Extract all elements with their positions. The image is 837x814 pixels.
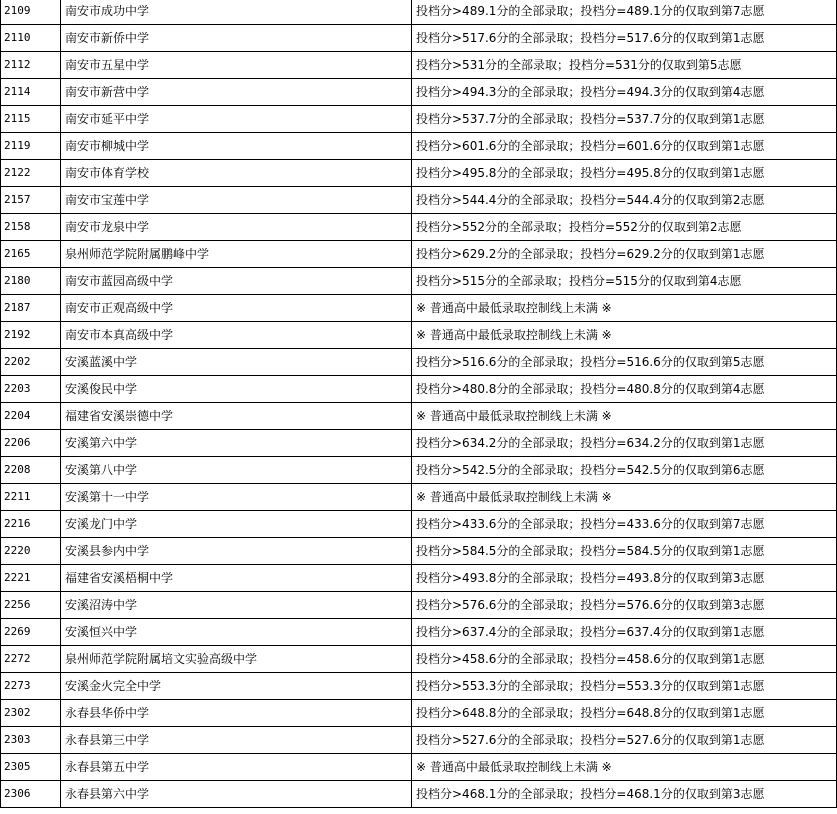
school-code-cell: 2158 (1, 214, 61, 241)
school-name-cell: 福建省安溪梧桐中学 (61, 565, 412, 592)
school-code-cell: 2112 (1, 52, 61, 79)
admission-rule-cell: 投档分>552分的全部录取；投档分=552分的仅取到第2志愿 (412, 214, 837, 241)
table-row (1, 295, 837, 322)
school-code-cell: 2119 (1, 133, 61, 160)
admission-rule-cell: 投档分>648.8分的全部录取；投档分=648.8分的仅取到第1志愿 (412, 700, 837, 727)
admission-rule-cell: 投档分>433.6分的全部录取；投档分=433.6分的仅取到第7志愿 (412, 511, 837, 538)
school-name-cell: 南安市本真高级中学 (61, 322, 412, 349)
table-row (1, 511, 837, 538)
admission-rule-cell: ※ 普通高中最低录取控制线上未满 ※ (412, 403, 837, 430)
school-name-cell: 安溪县参内中学 (61, 538, 412, 565)
school-code-cell: 2192 (1, 322, 61, 349)
table-row (1, 79, 837, 106)
table-row (1, 376, 837, 403)
admission-rule-cell: 投档分>576.6分的全部录取；投档分=576.6分的仅取到第3志愿 (412, 592, 837, 619)
table-row (1, 214, 837, 241)
school-code-cell: 2256 (1, 592, 61, 619)
table-row (1, 619, 837, 646)
admission-rule-cell: 投档分>542.5分的全部录取；投档分=542.5分的仅取到第6志愿 (412, 457, 837, 484)
table-body (1, 0, 837, 808)
school-code-cell: 2115 (1, 106, 61, 133)
school-code-cell: 2211 (1, 484, 61, 511)
school-code-cell: 2110 (1, 25, 61, 52)
school-name-cell: 南安市五星中学 (61, 52, 412, 79)
table-row (1, 646, 837, 673)
table-row (1, 187, 837, 214)
school-name-cell: 安溪第八中学 (61, 457, 412, 484)
school-code-cell: 2306 (1, 781, 61, 808)
school-name-cell: 福建省安溪崇德中学 (61, 403, 412, 430)
school-code-cell: 2273 (1, 673, 61, 700)
table-row (1, 673, 837, 700)
school-code-cell: 2272 (1, 646, 61, 673)
table-row (1, 538, 837, 565)
school-code-cell: 2220 (1, 538, 61, 565)
school-name-cell: 安溪沼涛中学 (61, 592, 412, 619)
school-name-cell: 安溪第十一中学 (61, 484, 412, 511)
table-row (1, 241, 837, 268)
table-row (1, 106, 837, 133)
school-code-cell: 2302 (1, 700, 61, 727)
admission-rule-cell: 投档分>553.3分的全部录取；投档分=553.3分的仅取到第1志愿 (412, 673, 837, 700)
school-name-cell: 南安市龙泉中学 (61, 214, 412, 241)
admission-rule-cell: 投档分>494.3分的全部录取；投档分=494.3分的仅取到第4志愿 (412, 79, 837, 106)
school-name-cell: 南安市柳城中学 (61, 133, 412, 160)
table-row (1, 0, 837, 25)
table-row (1, 754, 837, 781)
school-name-cell: 永春县第五中学 (61, 754, 412, 781)
school-code-cell: 2208 (1, 457, 61, 484)
school-code-cell: 2203 (1, 376, 61, 403)
school-name-cell: 安溪金火完全中学 (61, 673, 412, 700)
school-code-cell: 2206 (1, 430, 61, 457)
table-row (1, 727, 837, 754)
table-row (1, 25, 837, 52)
admission-rule-cell: 投档分>493.8分的全部录取；投档分=493.8分的仅取到第3志愿 (412, 565, 837, 592)
school-name-cell: 南安市宝莲中学 (61, 187, 412, 214)
school-name-cell: 南安市体育学校 (61, 160, 412, 187)
school-code-cell: 2305 (1, 754, 61, 781)
admission-rule-cell: 投档分>495.8分的全部录取；投档分=495.8分的仅取到第1志愿 (412, 160, 837, 187)
admission-rule-cell: 投档分>480.8分的全部录取；投档分=480.8分的仅取到第4志愿 (412, 376, 837, 403)
admission-rule-cell: 投档分>601.6分的全部录取；投档分=601.6分的仅取到第1志愿 (412, 133, 837, 160)
school-name-cell: 安溪俊民中学 (61, 376, 412, 403)
admission-rule-cell: 投档分>489.1分的全部录取；投档分=489.1分的仅取到第7志愿 (412, 0, 837, 25)
school-code-cell: 2114 (1, 79, 61, 106)
admission-rule-cell: 投档分>458.6分的全部录取；投档分=458.6分的仅取到第1志愿 (412, 646, 837, 673)
school-code-cell: 2180 (1, 268, 61, 295)
table-row (1, 565, 837, 592)
admission-rule-cell: 投档分>584.5分的全部录取；投档分=584.5分的仅取到第1志愿 (412, 538, 837, 565)
admission-rule-cell: 投档分>517.6分的全部录取；投档分=517.6分的仅取到第1志愿 (412, 25, 837, 52)
school-name-cell: 南安市成功中学 (61, 0, 412, 25)
admission-rule-cell: ※ 普通高中最低录取控制线上未满 ※ (412, 754, 837, 781)
school-code-cell: 2122 (1, 160, 61, 187)
school-code-cell: 2157 (1, 187, 61, 214)
table-row (1, 781, 837, 808)
table-row (1, 133, 837, 160)
school-code-cell: 2187 (1, 295, 61, 322)
table-row (1, 457, 837, 484)
school-code-cell: 2303 (1, 727, 61, 754)
table-row (1, 322, 837, 349)
admission-rule-cell: 投档分>527.6分的全部录取；投档分=527.6分的仅取到第1志愿 (412, 727, 837, 754)
table-row (1, 268, 837, 295)
table-row (1, 430, 837, 457)
school-name-cell: 永春县华侨中学 (61, 700, 412, 727)
school-code-cell: 2221 (1, 565, 61, 592)
table-row (1, 349, 837, 376)
admission-rule-cell: 投档分>544.4分的全部录取；投档分=544.4分的仅取到第2志愿 (412, 187, 837, 214)
school-name-cell: 南安市正观高级中学 (61, 295, 412, 322)
table-row (1, 484, 837, 511)
school-code-cell: 2202 (1, 349, 61, 376)
admission-rule-cell: ※ 普通高中最低录取控制线上未满 ※ (412, 322, 837, 349)
school-name-cell: 安溪龙门中学 (61, 511, 412, 538)
school-code-cell: 2165 (1, 241, 61, 268)
school-code-cell: 2269 (1, 619, 61, 646)
school-name-cell: 永春县第六中学 (61, 781, 412, 808)
school-name-cell: 安溪第六中学 (61, 430, 412, 457)
school-code-cell: 2216 (1, 511, 61, 538)
school-name-cell: 安溪恒兴中学 (61, 619, 412, 646)
admission-rule-cell: 投档分>637.4分的全部录取；投档分=637.4分的仅取到第1志愿 (412, 619, 837, 646)
admission-rule-cell: 投档分>516.6分的全部录取；投档分=516.6分的仅取到第5志愿 (412, 349, 837, 376)
admission-rule-cell: ※ 普通高中最低录取控制线上未满 ※ (412, 295, 837, 322)
table-row (1, 160, 837, 187)
school-name-cell: 南安市新侨中学 (61, 25, 412, 52)
admission-rule-cell: 投档分>515分的全部录取；投档分=515分的仅取到第4志愿 (412, 268, 837, 295)
table-row (1, 403, 837, 430)
table-row (1, 700, 837, 727)
school-name-cell: 永春县第三中学 (61, 727, 412, 754)
admission-rule-cell: ※ 普通高中最低录取控制线上未满 ※ (412, 484, 837, 511)
admission-rule-cell: 投档分>468.1分的全部录取；投档分=468.1分的仅取到第3志愿 (412, 781, 837, 808)
school-name-cell: 泉州师范学院附属培文实验高级中学 (61, 646, 412, 673)
school-code-cell: 2204 (1, 403, 61, 430)
school-name-cell: 南安市延平中学 (61, 106, 412, 133)
admission-rule-cell: 投档分>531分的全部录取；投档分=531分的仅取到第5志愿 (412, 52, 837, 79)
table-row (1, 592, 837, 619)
school-code-cell: 2109 (1, 0, 61, 25)
school-name-cell: 安溪蓝溪中学 (61, 349, 412, 376)
school-name-cell: 泉州师范学院附属鹏峰中学 (61, 241, 412, 268)
school-name-cell: 南安市蓝园高级中学 (61, 268, 412, 295)
admission-rule-cell: 投档分>629.2分的全部录取；投档分=629.2分的仅取到第1志愿 (412, 241, 837, 268)
school-name-cell: 南安市新营中学 (61, 79, 412, 106)
table-row (1, 52, 837, 79)
admission-rule-cell: 投档分>537.7分的全部录取；投档分=537.7分的仅取到第1志愿 (412, 106, 837, 133)
admission-rule-cell: 投档分>634.2分的全部录取；投档分=634.2分的仅取到第1志愿 (412, 430, 837, 457)
